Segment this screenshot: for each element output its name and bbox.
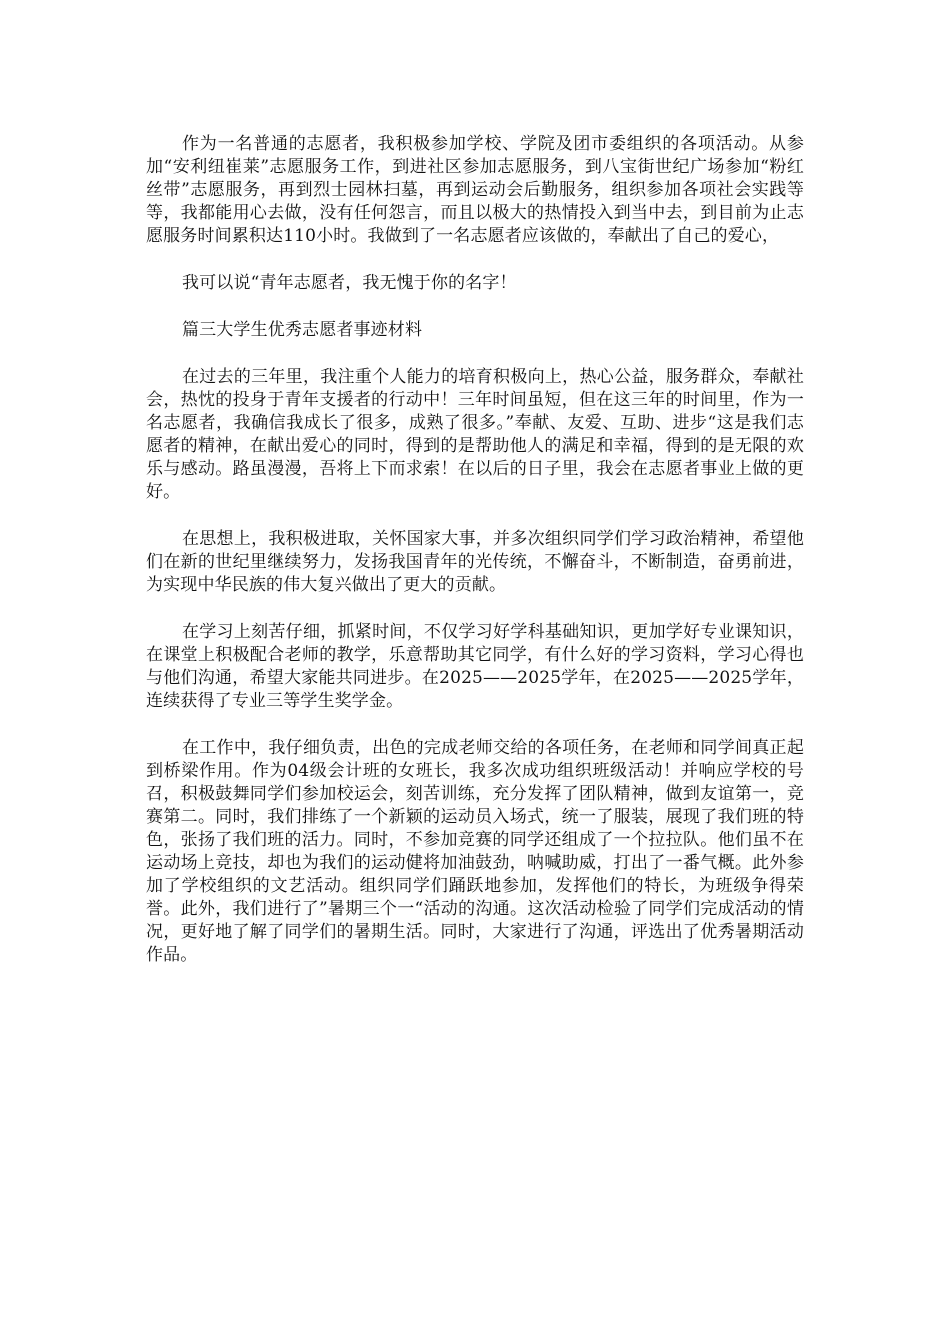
paragraph-ideology: 在思想上，我积极进取，关怀国家大事，并多次组织同学们学习政治精神，希望他们在新的世纪里继续努力，发扬我国青年的光传统，不懈奋斗，不断制造，奋勇前进，为实现中华民族的伟大复兴做出了更大的贡献。	[146, 529, 804, 595]
paragraph-volunteer-activities: 作为一名普通的志愿者，我积极参加学校、学院及团市委组织的各项活动。从参加“安利纽崔莱”志愿服务工作，到进社区参加志愿服务，到八宝街世纪广场参加“粉红丝带”志愿服务，再到烈士园林扫墓，再到运动会后勤服务，组织参加各项社会实践等等，我都能用心去做，没有任何怨言，而且以极大的热情投入到当中去，到目前为止志愿服务时间累积达110小时。我做到了一名志愿者应该做的，奉献出了自己的爱心，	[146, 134, 804, 246]
document-page	[146, 133, 804, 991]
paragraph-study: 在学习上刻苦仔细，抓紧时间，不仅学习好学科基础知识，更加学好专业课知识，在课堂上积极配合老师的教学，乐意帮助其它同学，有什么好的学习资料，学习心得也与他们沟通，希望大家能共同进步。在2025——2025学年，在2025——2025学年，连续获得了专业三等学生奖学金。	[146, 622, 804, 711]
paragraph-three-years: 在过去的三年里，我注重个人能力的培育积极向上，热心公益，服务群众，奉献社会，热忱的投身于青年支援者的行动中！三年时间虽短，但在这三年的时间里，作为一名志愿者，我确信我成长了很多，成熟了很多。”奉献、友爱、互助、进步“这是我们志愿者的精神，在献出爱心的同时，得到的是帮助他人的满足和幸福，得到的是无限的欢乐与感动。路虽漫漫，吾将上下而求索！在以后的日子里，我会在志愿者事业上做的更好。	[146, 367, 804, 502]
paragraph-work: 在工作中，我仔细负责，出色的完成老师交给的各项任务，在老师和同学间真正起到桥梁作用。作为04级会计班的女班长，我多次成功组织班级活动！并响应学校的号召，积极鼓舞同学们参加校运会，刻苦训练，充分发挥了团队精神，做到友谊第一，竞赛第二。同时，我们排练了一个新颖的运动员入场式，统一了服装，展现了我们班的特色，张扬了我们班的活力。同时，不参加竞赛的同学还组成了一个拉拉队。他们虽不在运动场上竞技，却也为我们的运动健将加油鼓劲，呐喊助威，打出了一番气概。此外参加了学校组织的文艺活动。组织同学们踊跃地参加，发挥他们的特长，为班级争得荣誉。此外，我们进行了”暑期三个一“活动的沟通。这次活动检验了同学们完成活动的情况，更好地了解了同学们的暑期生活。同时，大家进行了沟通，评选出了优秀暑期活动作品。	[146, 738, 804, 965]
section-heading: 篇三大学生优秀志愿者事迹材料	[182, 320, 423, 340]
paragraph-youth-volunteer-quote: 我可以说“青年志愿者，我无愧于你的名字！	[182, 273, 517, 293]
